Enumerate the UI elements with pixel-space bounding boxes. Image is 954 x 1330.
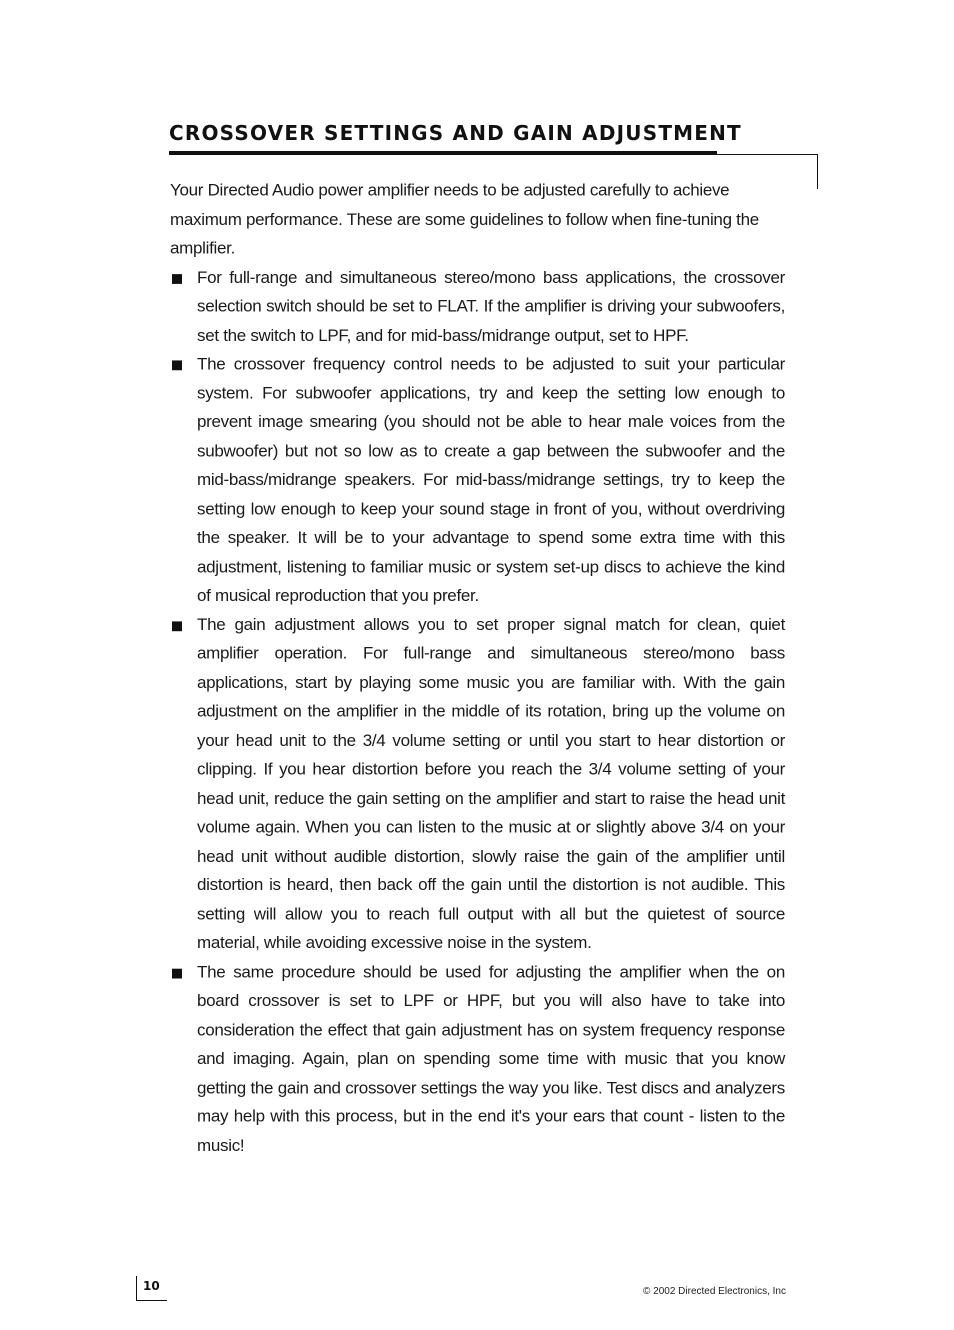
list-item: [170, 610, 785, 957]
title-rule-extension: [717, 154, 818, 155]
bullet-text: The crossover frequency control needs to be adjusted to suit your particular system. For subwoofer applications, try and keep the setting low enough to prevent image smearing (you should not be able to hear male voices from the subwoofer) but not so low as to create a gap between the subwoofer and the mid-bass/midrange speakers. For mid-bass/midrange settings, try to keep the setting low enough to keep your sound stage in front of you, without overdriving the speaker. It will be to your advantage to spend some extra time with this adjustment, listening to familiar music or system set-up discs to achieve the kind of musical reproduction that you prefer.: [197, 354, 785, 605]
bullet-text: For full-range and simultaneous stereo/mono bass applications, the crossover selection switch should be set to FLAT. If the amplifier is driving your subwoofers, set the switch to LPF, and for mid-bass/midrange output, set to HPF.: [197, 267, 785, 345]
section-title: CROSSOVER SETTINGS AND GAIN ADJUSTMENT: [169, 121, 742, 145]
page-number: 10: [143, 1279, 160, 1293]
square-bullet-icon: [172, 274, 182, 284]
guideline-list: [170, 263, 785, 1160]
list-item: [170, 957, 785, 1160]
square-bullet-icon: [172, 968, 182, 978]
intro-paragraph: Your Directed Audio power amplifier needs to be adjusted carefully to achieve maximum performance. These are some guidelines to follow when fine-tuning the amplifier.: [170, 180, 759, 258]
title-underline: [169, 151, 717, 155]
bullet-text: The same procedure should be used for adjusting the amplifier when the on board crossover is set to LPF or HPF, but you will also have to take into consideration the effect that gain adjustment has on system frequency response and imaging. Again, plan on spending some time with music that you know getting the gain and crossover settings the way you like. Test discs and analyzers may help with this process, but in the end it's your ears that count - listen to the music!: [197, 962, 785, 1155]
copyright-notice: © 2002 Directed Electronics, Inc: [643, 1286, 786, 1297]
list-item: [170, 350, 785, 610]
square-bullet-icon: [172, 360, 182, 370]
bullet-text: The gain adjustment allows you to set proper signal match for clean, quiet amplifier operation. For full-range and simultaneous stereo/mono bass applications, start by playing some music you are familiar with. With the gain adjustment on the amplifier in the middle of its rotation, bring up the volume on your head unit to the 3/4 volume setting or until you start to hear distortion or clipping. If you hear distortion before you reach the 3/4 volume setting of your head unit, reduce the gain setting on the amplifier and start to raise the head unit volume again. When you can listen to the music at or slightly above 3/4 on your head unit without audible distortion, slowly raise the gain of the amplifier until distortion is heard, then back off the gain until the distortion is not audible. This setting will allow you to reach full output with all but the quietest of source material, while avoiding excessive noise in the system.: [197, 615, 785, 953]
body-text: [170, 176, 785, 1160]
title-rule-corner: [817, 154, 818, 189]
square-bullet-icon: [172, 621, 182, 631]
list-item: [170, 263, 785, 350]
